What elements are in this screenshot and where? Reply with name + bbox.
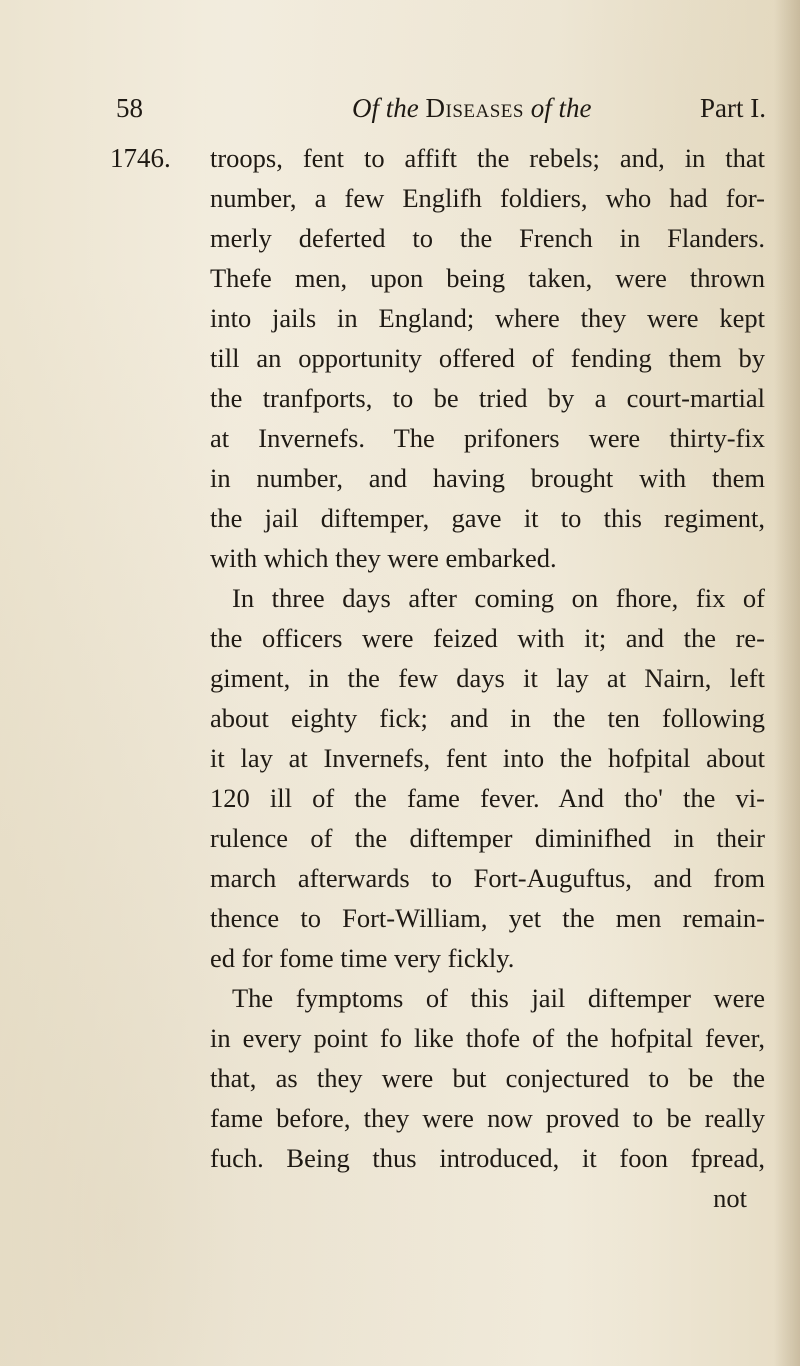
text-line: fuch. Being thus introduced, it foon fpread, xyxy=(210,1143,765,1173)
text-line: the officers were feized with it; and the re- xyxy=(210,623,765,653)
text-line: number, a few Englifh foldiers, who had for- xyxy=(210,183,765,213)
text-line: about eighty fick; and in the ten following xyxy=(210,703,765,733)
text-line: at Invernefs. The prifoners were thirty-fix xyxy=(210,423,765,453)
text-line: giment, in the few days it lay at Nairn, left xyxy=(210,663,765,693)
text-line: till an opportunity offered of fending them by xyxy=(210,343,765,373)
text-line: in every point fo like thofe of the hofpital fever, xyxy=(210,1023,765,1053)
text-line: ed for fome time very fickly. xyxy=(210,943,515,973)
text-line: Thefe men, upon being taken, were thrown xyxy=(210,263,765,293)
page-number: 58 xyxy=(116,93,143,123)
running-title xyxy=(352,88,591,128)
text-line: with which they were embarked. xyxy=(210,543,557,573)
running-head xyxy=(116,88,766,128)
running-title-prefix: Of the xyxy=(352,93,419,123)
running-title-suffix: of the xyxy=(530,93,592,123)
text-line: fame before, they were now proved to be really xyxy=(210,1103,765,1133)
paragraph-start-line: The fymptoms of this jail diftemper were xyxy=(232,983,765,1013)
part-label: Part I. xyxy=(700,93,766,123)
text-line: the tranfports, to be tried by a court-martial xyxy=(210,383,765,413)
text-line: rulence of the diftemper diminifhed in their xyxy=(210,823,765,853)
page-edge-shadow xyxy=(774,0,800,1366)
text-line: the jail diftemper, gave it to this regiment, xyxy=(210,503,765,533)
text-line: that, as they were but conjectured to be the xyxy=(210,1063,765,1093)
margin-year: 1746. xyxy=(110,143,171,173)
text-line: thence to Fort-William, yet the men remain- xyxy=(210,903,765,933)
text-line: merly deferted to the French in Flanders. xyxy=(210,223,765,253)
text-line: in number, and having brought with them xyxy=(210,463,765,493)
running-title-main: Diseases xyxy=(425,93,524,123)
text-line: into jails in England; where they were kept xyxy=(210,303,765,333)
catchword: not xyxy=(713,1183,747,1213)
paragraph-start-line: In three days after coming on fhore, fix of xyxy=(232,583,765,613)
text-line: troops, fent to affift the rebels; and, in that xyxy=(210,143,765,173)
text-line: 120 ill of the fame fever. And tho' the vi- xyxy=(210,783,765,813)
body-text xyxy=(210,138,765,1218)
text-line: march afterwards to Fort-Auguftus, and from xyxy=(210,863,765,893)
text-line: it lay at Invernefs, fent into the hofpital about xyxy=(210,743,765,773)
